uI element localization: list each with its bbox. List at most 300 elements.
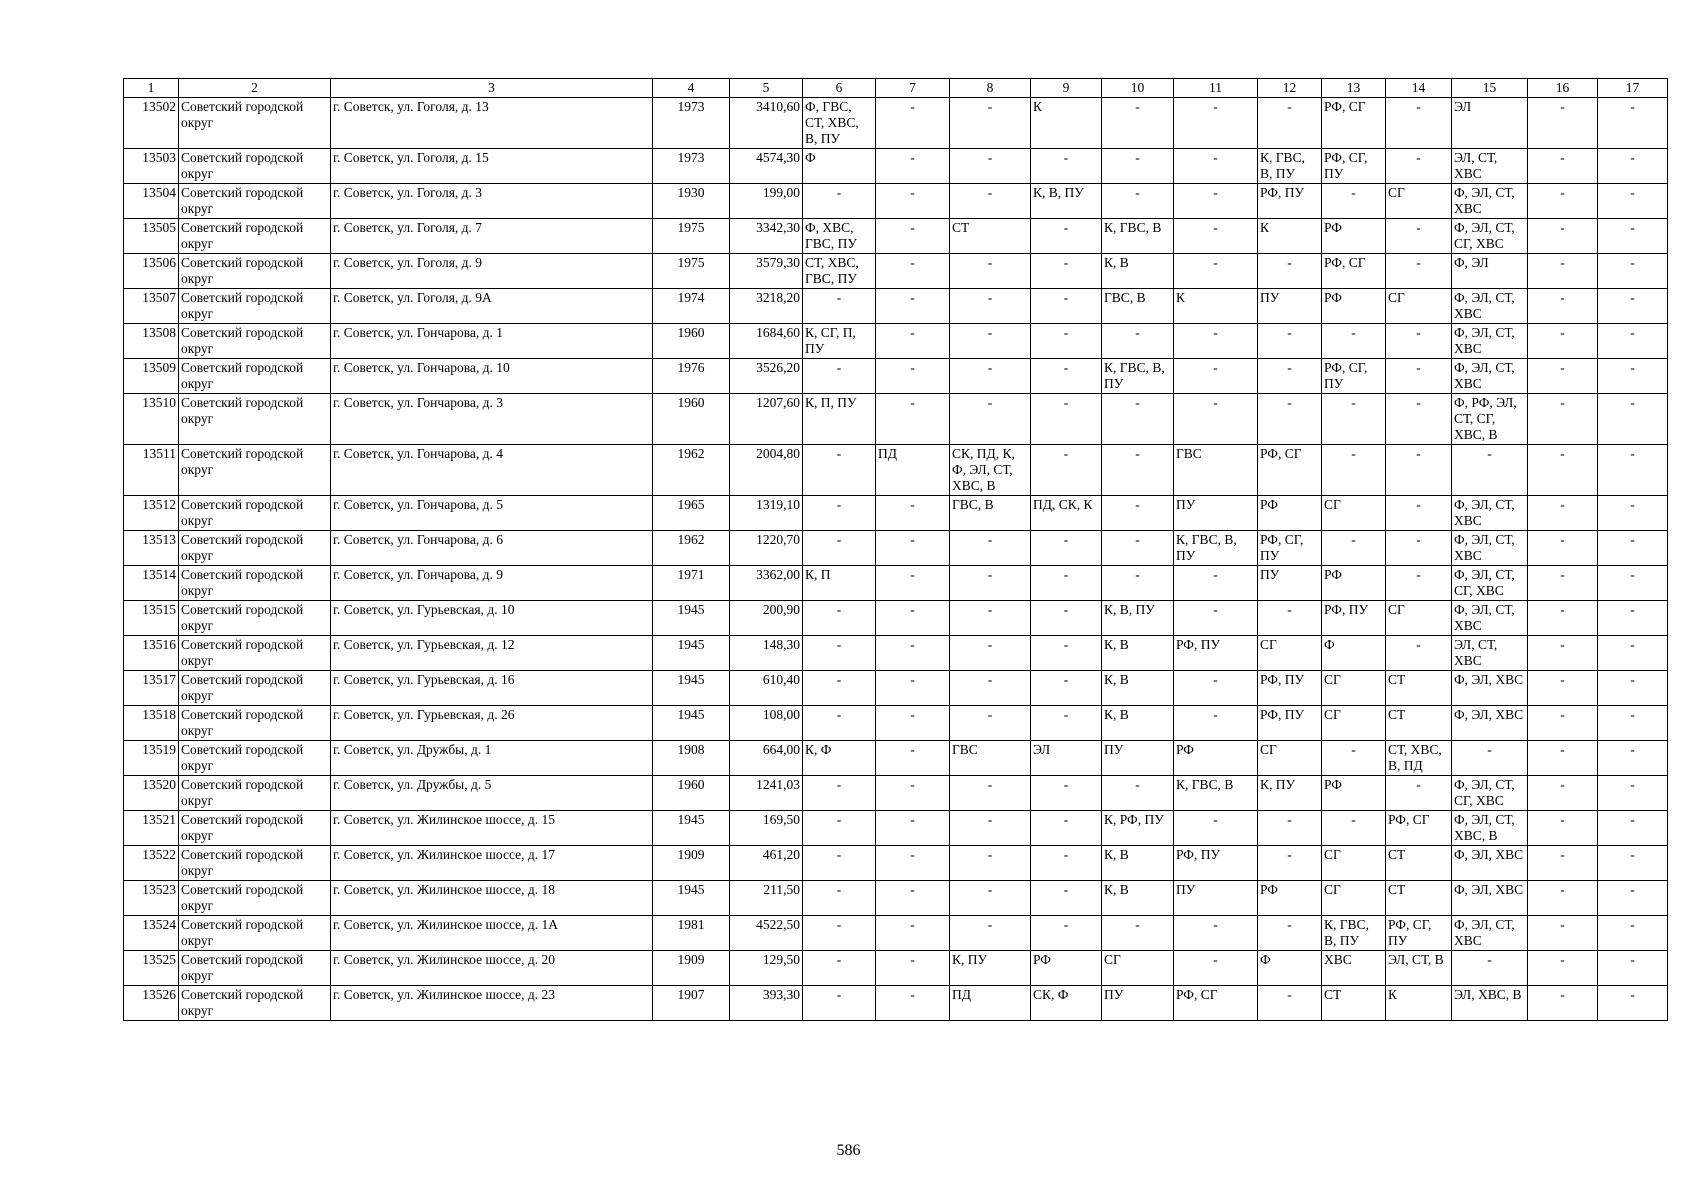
col-11-cell: ПУ bbox=[1174, 881, 1258, 916]
column-header: 1 bbox=[124, 79, 179, 98]
col-7-cell: - bbox=[876, 289, 950, 324]
col-8-cell: - bbox=[950, 636, 1031, 671]
col-9-cell: - bbox=[1031, 671, 1102, 706]
col-16-cell: - bbox=[1528, 916, 1598, 951]
col-7-cell: - bbox=[876, 394, 950, 445]
municipality-cell: Советский городской округ bbox=[179, 706, 331, 741]
build-year-cell: 1973 bbox=[653, 98, 730, 149]
row-number-cell: 13522 bbox=[124, 846, 179, 881]
build-year-cell: 1960 bbox=[653, 324, 730, 359]
col-6-cell: К, П, ПУ bbox=[803, 394, 876, 445]
build-year-cell: 1909 bbox=[653, 846, 730, 881]
col-8-cell: СК, ПД, К, Ф, ЭЛ, СТ, ХВС, В bbox=[950, 445, 1031, 496]
col-14-cell: К bbox=[1386, 986, 1452, 1021]
row-number-cell: 13514 bbox=[124, 566, 179, 601]
col-9-cell: - bbox=[1031, 811, 1102, 846]
area-cell: 3526,20 bbox=[730, 359, 803, 394]
col-15-cell: Ф, ЭЛ, СТ, СГ, ХВС bbox=[1452, 566, 1528, 601]
col-9-cell: - bbox=[1031, 394, 1102, 445]
col-15-cell: Ф, РФ, ЭЛ, СТ, СГ, ХВС, В bbox=[1452, 394, 1528, 445]
build-year-cell: 1965 bbox=[653, 496, 730, 531]
table-row bbox=[124, 636, 1668, 671]
col-6-cell: Ф, ГВС, СТ, ХВС, В, ПУ bbox=[803, 98, 876, 149]
col-12-cell: ПУ bbox=[1258, 566, 1322, 601]
col-10-cell: - bbox=[1102, 98, 1174, 149]
col-16-cell: - bbox=[1528, 254, 1598, 289]
col-6-cell: - bbox=[803, 601, 876, 636]
build-year-cell: 1973 bbox=[653, 149, 730, 184]
col-16-cell: - bbox=[1528, 636, 1598, 671]
col-8-cell: - bbox=[950, 394, 1031, 445]
col-14-cell: СТ, ХВС, В, ПД bbox=[1386, 741, 1452, 776]
col-17-cell: - bbox=[1598, 566, 1668, 601]
col-11-cell: - bbox=[1174, 566, 1258, 601]
col-8-cell: СТ bbox=[950, 219, 1031, 254]
col-10-cell: К, В bbox=[1102, 846, 1174, 881]
row-number-cell: 13503 bbox=[124, 149, 179, 184]
col-11-cell: - bbox=[1174, 394, 1258, 445]
address-cell: г. Советск, ул. Гончарова, д. 6 bbox=[331, 531, 653, 566]
address-cell: г. Советск, ул. Гурьевская, д. 12 bbox=[331, 636, 653, 671]
municipality-cell: Советский городской округ bbox=[179, 986, 331, 1021]
col-10-cell: К, В bbox=[1102, 671, 1174, 706]
col-12-cell: - bbox=[1258, 98, 1322, 149]
col-14-cell: - bbox=[1386, 636, 1452, 671]
col-11-cell: РФ, СГ bbox=[1174, 986, 1258, 1021]
col-12-cell: РФ, ПУ bbox=[1258, 184, 1322, 219]
table-row bbox=[124, 811, 1668, 846]
col-9-cell: - bbox=[1031, 706, 1102, 741]
col-16-cell: - bbox=[1528, 811, 1598, 846]
col-14-cell: РФ, СГ bbox=[1386, 811, 1452, 846]
col-16-cell: - bbox=[1528, 445, 1598, 496]
col-12-cell: РФ bbox=[1258, 881, 1322, 916]
col-13-cell: РФ bbox=[1322, 219, 1386, 254]
col-8-cell: - bbox=[950, 776, 1031, 811]
col-6-cell: - bbox=[803, 359, 876, 394]
col-17-cell: - bbox=[1598, 811, 1668, 846]
col-14-cell: СТ bbox=[1386, 846, 1452, 881]
row-number-cell: 13524 bbox=[124, 916, 179, 951]
table-row bbox=[124, 951, 1668, 986]
municipality-cell: Советский городской округ bbox=[179, 394, 331, 445]
col-15-cell: Ф, ЭЛ, СТ, ХВС bbox=[1452, 531, 1528, 566]
col-8-cell: - bbox=[950, 149, 1031, 184]
row-number-cell: 13505 bbox=[124, 219, 179, 254]
build-year-cell: 1960 bbox=[653, 394, 730, 445]
col-11-cell: - bbox=[1174, 184, 1258, 219]
column-header: 14 bbox=[1386, 79, 1452, 98]
col-16-cell: - bbox=[1528, 98, 1598, 149]
area-cell: 3342,30 bbox=[730, 219, 803, 254]
col-10-cell: К, В bbox=[1102, 636, 1174, 671]
col-9-cell: - bbox=[1031, 636, 1102, 671]
col-16-cell: - bbox=[1528, 951, 1598, 986]
col-10-cell: К, В bbox=[1102, 254, 1174, 289]
col-8-cell: - bbox=[950, 359, 1031, 394]
col-7-cell: - bbox=[876, 916, 950, 951]
col-17-cell: - bbox=[1598, 289, 1668, 324]
col-16-cell: - bbox=[1528, 531, 1598, 566]
col-6-cell: - bbox=[803, 531, 876, 566]
col-8-cell: - bbox=[950, 531, 1031, 566]
col-7-cell: - bbox=[876, 324, 950, 359]
col-12-cell: РФ, ПУ bbox=[1258, 671, 1322, 706]
column-header: 9 bbox=[1031, 79, 1102, 98]
col-11-cell: - bbox=[1174, 359, 1258, 394]
col-6-cell: К, П bbox=[803, 566, 876, 601]
column-header: 5 bbox=[730, 79, 803, 98]
col-13-cell: К, ГВС, В, ПУ bbox=[1322, 916, 1386, 951]
col-10-cell: - bbox=[1102, 916, 1174, 951]
table-row bbox=[124, 531, 1668, 566]
col-10-cell: - bbox=[1102, 394, 1174, 445]
address-cell: г. Советск, ул. Гурьевская, д. 16 bbox=[331, 671, 653, 706]
col-13-cell: - bbox=[1322, 445, 1386, 496]
col-10-cell: К, В, ПУ bbox=[1102, 601, 1174, 636]
col-6-cell: Ф bbox=[803, 149, 876, 184]
col-15-cell: Ф, ЭЛ, СТ, ХВС bbox=[1452, 324, 1528, 359]
build-year-cell: 1962 bbox=[653, 531, 730, 566]
build-year-cell: 1960 bbox=[653, 776, 730, 811]
municipality-cell: Советский городской округ bbox=[179, 184, 331, 219]
col-16-cell: - bbox=[1528, 324, 1598, 359]
col-6-cell: - bbox=[803, 706, 876, 741]
build-year-cell: 1930 bbox=[653, 184, 730, 219]
col-7-cell: ПД bbox=[876, 445, 950, 496]
col-13-cell: СГ bbox=[1322, 496, 1386, 531]
col-11-cell: - bbox=[1174, 98, 1258, 149]
col-15-cell: Ф, ЭЛ, СТ, СГ, ХВС bbox=[1452, 219, 1528, 254]
col-16-cell: - bbox=[1528, 289, 1598, 324]
col-14-cell: - bbox=[1386, 531, 1452, 566]
column-header: 10 bbox=[1102, 79, 1174, 98]
column-header: 7 bbox=[876, 79, 950, 98]
row-number-cell: 13515 bbox=[124, 601, 179, 636]
col-9-cell: - bbox=[1031, 601, 1102, 636]
row-number-cell: 13513 bbox=[124, 531, 179, 566]
col-14-cell: СТ bbox=[1386, 671, 1452, 706]
col-17-cell: - bbox=[1598, 951, 1668, 986]
col-8-cell: - bbox=[950, 98, 1031, 149]
col-8-cell: - bbox=[950, 566, 1031, 601]
col-15-cell: Ф, ЭЛ bbox=[1452, 254, 1528, 289]
col-13-cell: ХВС bbox=[1322, 951, 1386, 986]
address-cell: г. Советск, ул. Гончарова, д. 1 bbox=[331, 324, 653, 359]
build-year-cell: 1907 bbox=[653, 986, 730, 1021]
col-13-cell: РФ, СГ bbox=[1322, 98, 1386, 149]
col-10-cell: - bbox=[1102, 445, 1174, 496]
address-cell: г. Советск, ул. Жилинское шоссе, д. 15 bbox=[331, 811, 653, 846]
col-14-cell: РФ, СГ, ПУ bbox=[1386, 916, 1452, 951]
col-12-cell: РФ, ПУ bbox=[1258, 706, 1322, 741]
col-12-cell: - bbox=[1258, 254, 1322, 289]
col-16-cell: - bbox=[1528, 741, 1598, 776]
col-10-cell: - bbox=[1102, 566, 1174, 601]
address-cell: г. Советск, ул. Жилинское шоссе, д. 18 bbox=[331, 881, 653, 916]
col-14-cell: - bbox=[1386, 566, 1452, 601]
col-11-cell: - bbox=[1174, 916, 1258, 951]
col-17-cell: - bbox=[1598, 394, 1668, 445]
col-13-cell: Ф bbox=[1322, 636, 1386, 671]
col-9-cell: ПД, СК, К bbox=[1031, 496, 1102, 531]
table-row bbox=[124, 741, 1668, 776]
area-cell: 1319,10 bbox=[730, 496, 803, 531]
col-6-cell: - bbox=[803, 445, 876, 496]
col-6-cell: К, Ф bbox=[803, 741, 876, 776]
table-row bbox=[124, 98, 1668, 149]
col-7-cell: - bbox=[876, 951, 950, 986]
col-17-cell: - bbox=[1598, 671, 1668, 706]
area-cell: 211,50 bbox=[730, 881, 803, 916]
col-10-cell: - bbox=[1102, 149, 1174, 184]
col-9-cell: - bbox=[1031, 846, 1102, 881]
row-number-cell: 13525 bbox=[124, 951, 179, 986]
col-7-cell: - bbox=[876, 98, 950, 149]
col-15-cell: Ф, ЭЛ, СТ, ХВС bbox=[1452, 601, 1528, 636]
col-11-cell: - bbox=[1174, 706, 1258, 741]
col-14-cell: - bbox=[1386, 359, 1452, 394]
col-15-cell: Ф, ЭЛ, СТ, ХВС bbox=[1452, 184, 1528, 219]
col-13-cell: РФ, СГ bbox=[1322, 254, 1386, 289]
col-7-cell: - bbox=[876, 254, 950, 289]
col-9-cell: - bbox=[1031, 916, 1102, 951]
address-cell: г. Советск, ул. Гурьевская, д. 10 bbox=[331, 601, 653, 636]
col-16-cell: - bbox=[1528, 149, 1598, 184]
col-8-cell: - bbox=[950, 916, 1031, 951]
area-cell: 148,30 bbox=[730, 636, 803, 671]
col-7-cell: - bbox=[876, 881, 950, 916]
col-14-cell: СГ bbox=[1386, 289, 1452, 324]
col-10-cell: - bbox=[1102, 496, 1174, 531]
col-14-cell: - bbox=[1386, 219, 1452, 254]
build-year-cell: 1945 bbox=[653, 811, 730, 846]
municipality-cell: Советский городской округ bbox=[179, 601, 331, 636]
address-cell: г. Советск, ул. Гоголя, д. 13 bbox=[331, 98, 653, 149]
col-6-cell: - bbox=[803, 289, 876, 324]
col-17-cell: - bbox=[1598, 986, 1668, 1021]
page-number: 586 bbox=[836, 1142, 861, 1159]
municipality-cell: Советский городской округ bbox=[179, 916, 331, 951]
col-9-cell: - bbox=[1031, 289, 1102, 324]
col-12-cell: - bbox=[1258, 811, 1322, 846]
col-10-cell: ГВС, В bbox=[1102, 289, 1174, 324]
col-12-cell: РФ bbox=[1258, 496, 1322, 531]
build-year-cell: 1975 bbox=[653, 254, 730, 289]
col-7-cell: - bbox=[876, 359, 950, 394]
col-12-cell: - bbox=[1258, 394, 1322, 445]
col-12-cell: РФ, СГ bbox=[1258, 445, 1322, 496]
municipality-cell: Советский городской округ bbox=[179, 566, 331, 601]
col-13-cell: - bbox=[1322, 324, 1386, 359]
col-8-cell: - bbox=[950, 324, 1031, 359]
col-6-cell: - bbox=[803, 671, 876, 706]
build-year-cell: 1962 bbox=[653, 445, 730, 496]
build-year-cell: 1971 bbox=[653, 566, 730, 601]
row-number-cell: 13506 bbox=[124, 254, 179, 289]
row-number-cell: 13518 bbox=[124, 706, 179, 741]
col-13-cell: СГ bbox=[1322, 881, 1386, 916]
col-6-cell: - bbox=[803, 951, 876, 986]
municipality-cell: Советский городской округ bbox=[179, 776, 331, 811]
col-13-cell: - bbox=[1322, 811, 1386, 846]
municipality-cell: Советский городской округ bbox=[179, 324, 331, 359]
row-number-cell: 13509 bbox=[124, 359, 179, 394]
area-cell: 664,00 bbox=[730, 741, 803, 776]
build-year-cell: 1945 bbox=[653, 636, 730, 671]
area-cell: 1684,60 bbox=[730, 324, 803, 359]
col-16-cell: - bbox=[1528, 986, 1598, 1021]
col-7-cell: - bbox=[876, 776, 950, 811]
table-row bbox=[124, 445, 1668, 496]
row-number-cell: 13520 bbox=[124, 776, 179, 811]
address-cell: г. Советск, ул. Жилинское шоссе, д. 23 bbox=[331, 986, 653, 1021]
build-year-cell: 1945 bbox=[653, 671, 730, 706]
row-number-cell: 13526 bbox=[124, 986, 179, 1021]
col-9-cell: - bbox=[1031, 776, 1102, 811]
col-15-cell: - bbox=[1452, 741, 1528, 776]
municipality-cell: Советский городской округ bbox=[179, 741, 331, 776]
col-11-cell: РФ, ПУ bbox=[1174, 636, 1258, 671]
col-14-cell: СТ bbox=[1386, 881, 1452, 916]
address-cell: г. Советск, ул. Гоголя, д. 3 bbox=[331, 184, 653, 219]
municipality-cell: Советский городской округ bbox=[179, 359, 331, 394]
address-cell: г. Советск, ул. Гоголя, д. 7 bbox=[331, 219, 653, 254]
col-10-cell: - bbox=[1102, 776, 1174, 811]
area-cell: 4574,30 bbox=[730, 149, 803, 184]
col-13-cell: - bbox=[1322, 184, 1386, 219]
build-year-cell: 1945 bbox=[653, 601, 730, 636]
col-17-cell: - bbox=[1598, 359, 1668, 394]
col-6-cell: - bbox=[803, 776, 876, 811]
build-year-cell: 1909 bbox=[653, 951, 730, 986]
table-row bbox=[124, 881, 1668, 916]
col-15-cell: ЭЛ, СТ, ХВС bbox=[1452, 636, 1528, 671]
col-17-cell: - bbox=[1598, 776, 1668, 811]
col-7-cell: - bbox=[876, 811, 950, 846]
table-row bbox=[124, 916, 1668, 951]
col-15-cell: Ф, ЭЛ, ХВС bbox=[1452, 881, 1528, 916]
col-13-cell: РФ bbox=[1322, 566, 1386, 601]
col-17-cell: - bbox=[1598, 636, 1668, 671]
col-10-cell: СГ bbox=[1102, 951, 1174, 986]
col-11-cell: ПУ bbox=[1174, 496, 1258, 531]
col-8-cell: - bbox=[950, 706, 1031, 741]
col-15-cell: Ф, ЭЛ, СТ, ХВС bbox=[1452, 916, 1528, 951]
col-10-cell: - bbox=[1102, 531, 1174, 566]
col-8-cell: ГВС, В bbox=[950, 496, 1031, 531]
col-11-cell: - bbox=[1174, 601, 1258, 636]
header-row bbox=[124, 79, 1668, 98]
col-17-cell: - bbox=[1598, 531, 1668, 566]
area-cell: 1220,70 bbox=[730, 531, 803, 566]
col-13-cell: - bbox=[1322, 531, 1386, 566]
col-9-cell: - bbox=[1031, 219, 1102, 254]
col-8-cell: - bbox=[950, 289, 1031, 324]
col-10-cell: К, ГВС, В bbox=[1102, 219, 1174, 254]
municipality-cell: Советский городской округ bbox=[179, 289, 331, 324]
col-9-cell: - bbox=[1031, 881, 1102, 916]
row-number-cell: 13516 bbox=[124, 636, 179, 671]
row-number-cell: 13512 bbox=[124, 496, 179, 531]
municipality-cell: Советский городской округ bbox=[179, 254, 331, 289]
municipality-cell: Советский городской округ bbox=[179, 219, 331, 254]
col-7-cell: - bbox=[876, 671, 950, 706]
col-12-cell: К bbox=[1258, 219, 1322, 254]
col-17-cell: - bbox=[1598, 496, 1668, 531]
col-15-cell: Ф, ЭЛ, СТ, ХВС bbox=[1452, 289, 1528, 324]
col-17-cell: - bbox=[1598, 324, 1668, 359]
col-11-cell: РФ bbox=[1174, 741, 1258, 776]
col-14-cell: - bbox=[1386, 98, 1452, 149]
col-13-cell: СГ bbox=[1322, 706, 1386, 741]
col-11-cell: - bbox=[1174, 219, 1258, 254]
col-15-cell: - bbox=[1452, 951, 1528, 986]
table-row bbox=[124, 496, 1668, 531]
col-9-cell: РФ bbox=[1031, 951, 1102, 986]
col-16-cell: - bbox=[1528, 184, 1598, 219]
col-13-cell: РФ bbox=[1322, 289, 1386, 324]
col-7-cell: - bbox=[876, 219, 950, 254]
col-14-cell: ЭЛ, СТ, В bbox=[1386, 951, 1452, 986]
municipality-cell: Советский городской округ bbox=[179, 531, 331, 566]
col-9-cell: ЭЛ bbox=[1031, 741, 1102, 776]
address-cell: г. Советск, ул. Жилинское шоссе, д. 20 bbox=[331, 951, 653, 986]
col-11-cell: К bbox=[1174, 289, 1258, 324]
area-cell: 1241,03 bbox=[730, 776, 803, 811]
col-8-cell: ПД bbox=[950, 986, 1031, 1021]
col-8-cell: К, ПУ bbox=[950, 951, 1031, 986]
table-row bbox=[124, 184, 1668, 219]
municipality-cell: Советский городской округ bbox=[179, 496, 331, 531]
column-header: 2 bbox=[179, 79, 331, 98]
municipality-cell: Советский городской округ bbox=[179, 951, 331, 986]
area-cell: 3362,00 bbox=[730, 566, 803, 601]
address-cell: г. Советск, ул. Гоголя, д. 9 bbox=[331, 254, 653, 289]
address-cell: г. Советск, ул. Дружбы, д. 1 bbox=[331, 741, 653, 776]
col-6-cell: - bbox=[803, 986, 876, 1021]
col-14-cell: - bbox=[1386, 776, 1452, 811]
col-17-cell: - bbox=[1598, 184, 1668, 219]
address-cell: г. Советск, ул. Дружбы, д. 5 bbox=[331, 776, 653, 811]
col-8-cell: - bbox=[950, 184, 1031, 219]
col-6-cell: СТ, ХВС, ГВС, ПУ bbox=[803, 254, 876, 289]
table-row bbox=[124, 219, 1668, 254]
col-16-cell: - bbox=[1528, 359, 1598, 394]
col-14-cell: - bbox=[1386, 394, 1452, 445]
municipality-cell: Советский городской округ bbox=[179, 846, 331, 881]
col-14-cell: СГ bbox=[1386, 601, 1452, 636]
col-7-cell: - bbox=[876, 986, 950, 1021]
col-10-cell: - bbox=[1102, 324, 1174, 359]
col-7-cell: - bbox=[876, 184, 950, 219]
row-number-cell: 13504 bbox=[124, 184, 179, 219]
col-7-cell: - bbox=[876, 531, 950, 566]
col-15-cell: Ф, ЭЛ, СТ, СГ, ХВС bbox=[1452, 776, 1528, 811]
address-cell: г. Советск, ул. Гурьевская, д. 26 bbox=[331, 706, 653, 741]
column-header: 16 bbox=[1528, 79, 1598, 98]
address-cell: г. Советск, ул. Гончарова, д. 9 bbox=[331, 566, 653, 601]
col-12-cell: ПУ bbox=[1258, 289, 1322, 324]
col-7-cell: - bbox=[876, 741, 950, 776]
col-12-cell: РФ, СГ, ПУ bbox=[1258, 531, 1322, 566]
column-header: 6 bbox=[803, 79, 876, 98]
col-13-cell: - bbox=[1322, 741, 1386, 776]
col-16-cell: - bbox=[1528, 601, 1598, 636]
address-cell: г. Советск, ул. Жилинское шоссе, д. 17 bbox=[331, 846, 653, 881]
col-12-cell: К, ГВС, В, ПУ bbox=[1258, 149, 1322, 184]
table-row bbox=[124, 986, 1668, 1021]
